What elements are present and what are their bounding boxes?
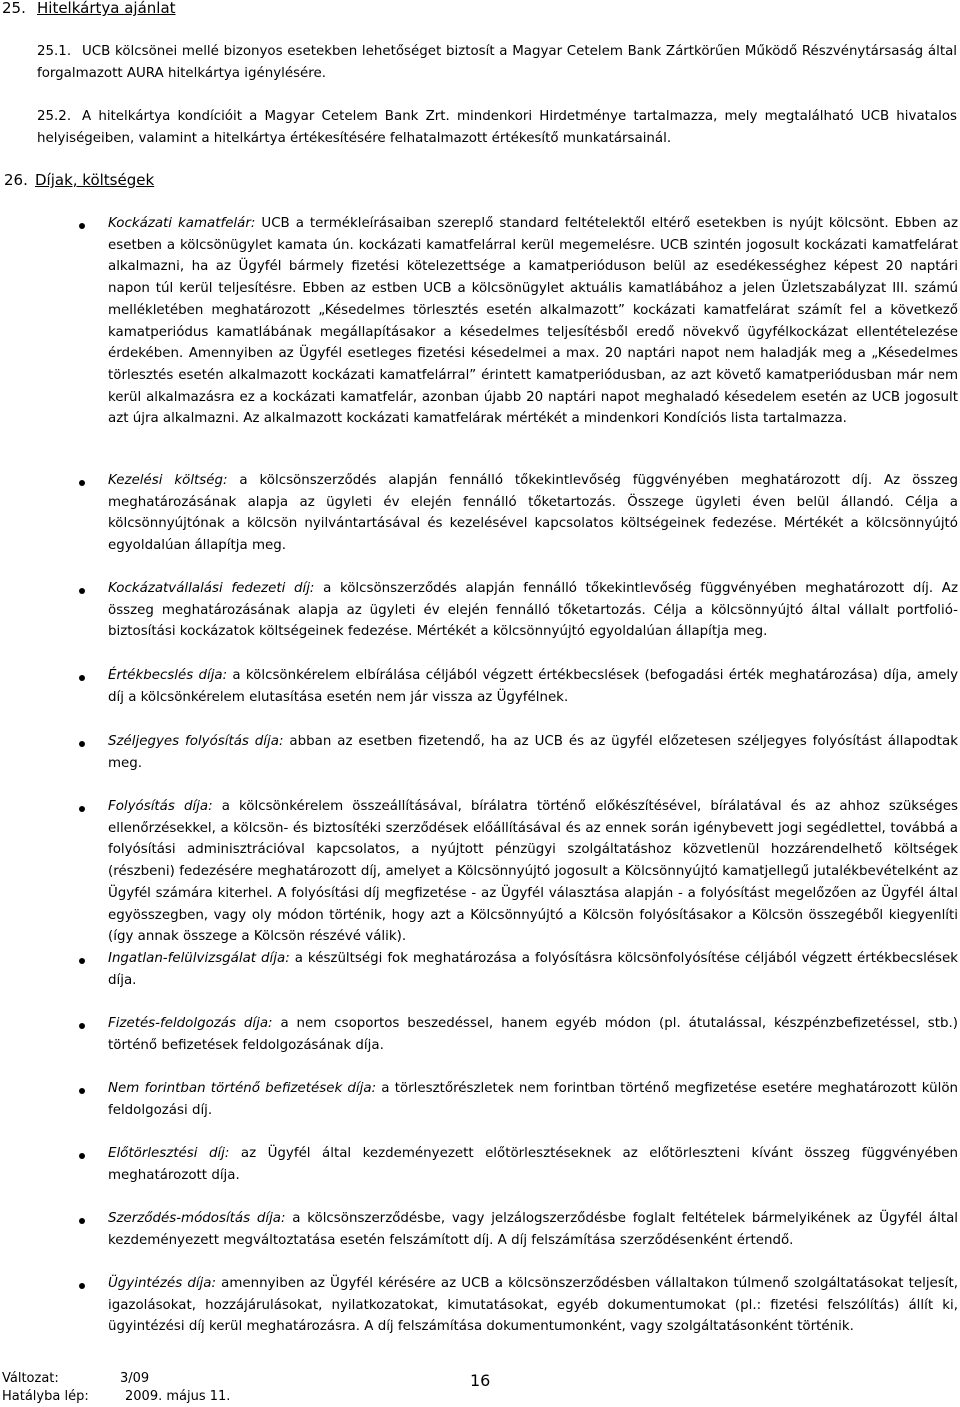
bullet-icon <box>79 1218 85 1224</box>
fee-term: Kockázatvállalási fedezeti díj: <box>108 581 315 596</box>
bullet-icon <box>79 588 85 594</box>
bullet-icon <box>79 741 85 747</box>
fee-term: Előtörlesztési díj: <box>108 1146 230 1161</box>
section-number: 25. <box>2 0 26 17</box>
bullet-icon <box>79 1153 85 1159</box>
list-item <box>108 796 958 948</box>
bullet-icon <box>79 1088 85 1094</box>
list-item <box>108 470 958 557</box>
list-item <box>108 1208 958 1251</box>
section-title: Hitelkártya ajánlat <box>37 0 176 17</box>
list-item <box>108 1143 958 1186</box>
fee-description: a kölcsönszerződés alapján fennálló tőkekintlevőség függvényében meghatározott díj. Az összeg meghatározásának alapja az ügyleti év elején fennálló tőketartozás. Célja a kölcsönnyújtó által vállalt portfolió-biztosítási kockázatok költségeinek fedezése. Mértékét a kölcsönnyújtó egyoldalúan állapítja meg. <box>108 581 958 640</box>
fee-description: a törlesztőrészletek nem forintban történő megfizetése esetére meghatározott külön feldolgozási díj. <box>108 1081 958 1118</box>
footer-effective-date <box>2 1388 230 1405</box>
fee-term: Nem forintban történő befizetések díja: <box>108 1081 377 1096</box>
bullet-icon <box>79 958 85 964</box>
fee-description: abban az esetben fizetendő, ha az UCB és az ügyfél előzetesen széljegyes folyósítást állapodtak meg. <box>108 734 958 771</box>
fee-term: Kezelési költség: <box>108 473 228 488</box>
fee-term: Ingatlan-felülvizsgálat díja: <box>108 951 290 966</box>
bullet-icon <box>79 675 85 681</box>
fee-term: Fizetés-feldolgozás díja: <box>108 1016 273 1031</box>
bullet-icon <box>79 806 85 812</box>
fee-term: Szerződés-módosítás díja: <box>108 1211 286 1226</box>
list-item <box>108 948 958 991</box>
fee-description: amennyiben az Ügyfél kérésére az UCB a kölcsönszerződésben vállaltakon túlmenő szolgáltatásokat teljesít, igazolásokat, hozzájárulásokat, nyilatkozatokat, kimutatásokat, egyéb dokumentumokat (pl.: fizetési felszólítás) állít ki, ügyintézési díj kerül meghatározásra. A díj felszámítása dokumentumonként, vagy szolgáltatásonként történik. <box>108 1276 958 1335</box>
fee-description: UCB a termékleírásaiban szereplő standard feltételektől eltérő esetekben is nyújt kölcsönt. Ebben az esetben a kölcsönügylet kamata ún. kockázati kamatfelárral kerül megemelésre. UCB szintén jogosult kockázati kamatfelárat alkalmazni, ha az Ügyfél bármely fizetési kötelezettsége a kamatperióduson belül az esedékességhez képest 20 naptári napon túl kerül teljesítésre. Ebben az estben UCB a kölcsönügylet aktuális kamatlábához a jelen Üzletszabályzat III. számú mellékletében meghatározott „Késedelmes törlesztés esetén alkalmazott” kockázati kamatfelárat számít fel a következő kamatperiódus kamatlábának megállapításakor a késedelmes teljesítésből eredő növekvő ügyfélkockázat ellentételezése érdekében. Amennyiben az Ügyfél esetleges fizetési késedelmei a max. 20 naptári napot nem haladják meg a „Késedelmes törlesztés esetén alkalmazott kockázati kamatfelárral” érintett kamatperiódusban, az azt követő kamatperiódusban már nem kerül alkalmazásra ez a kockázati kamatfelár, azonban újabb 20 naptári napot meghaladó késedelem esetén az UCB jogosult azt újra alkalmazni. Az alkalmazott kockázati kamatfelárak mértékét a mindenkori Kondíciós lista tartalmazza. <box>108 216 959 427</box>
list-item <box>108 1013 958 1056</box>
version-value: 3/09 <box>120 1371 150 1386</box>
fee-term: Ügyintézés díja: <box>108 1276 216 1291</box>
section-title: Díjak, költségek <box>35 171 155 189</box>
paragraph-text: UCB kölcsönei mellé bizonyos esetekben lehetőséget biztosít a Magyar Cetelem Bank Zártkörűen Működő Részvénytársaság által forgalmazott AURA hitelkártya igénylésére. <box>37 44 957 81</box>
list-item <box>108 213 958 430</box>
fee-term: Értékbecslés díja: <box>108 668 228 683</box>
bullet-icon <box>79 1023 85 1029</box>
fee-description: a készültségi fok meghatározása a folyósításra kölcsönfolyósítése céljából végzett értékbecslések díja. <box>108 951 958 988</box>
fee-description: a kölcsönszerződés alapján fennálló tőkekintlevőség függvényében meghatározott díj. Az összeg meghatározásának alapja az ügyleti év elején fennálló tőketartozás. Összege ügyleti éven belül állandó. Célja a kölcsönnyújtónak a kölcsön nyilvántartásával és kezelésével kapcsolatos költségeinek fedezése. Mértékét a kölcsönnyújtó egyoldalúan állapítja meg. <box>108 473 958 554</box>
section-number: 26. <box>4 171 28 189</box>
effective-value: 2009. május 11. <box>125 1389 231 1404</box>
fee-description: a kölcsönkérelem összeállításával, bírálatra történő előkészítésével, bírálatával és az ahhoz szükséges ellenőrzésekkel, a kölcsön- és biztosítéki szerződések előállításával és az ennek során igénybevett jogi segédlettel, továbbá a folyósítási adminisztrációval kapcsolatos, a nyújtott pénzügyi szolgáltatáshoz közvetlenül hozzárendelhető költségek (részbeni) fedezésére meghatározott díj, amelyet a Kölcsönnyújtó jogosult a Kölcsönnyújtó kamatjellegű jutalékbevételként az Ügyfél számára kiterhel. A folyósítási díj megfizetése - az Ügyfél választása alapján - a folyósítást megelőzően az Ügyfél által egyösszegben, vagy oly módon történik, hogy azt a Kölcsönnyújtó a Kölcsön folyósításakor a Kölcsön összegéből kiegyenlíti (így annak összege a Kölcsön részévé válik). <box>108 799 958 945</box>
fee-term: Folyósítás díja: <box>108 799 213 814</box>
list-item <box>108 1078 958 1121</box>
list-item <box>108 578 958 643</box>
fee-term: Kockázati kamatfelár: <box>108 216 256 231</box>
fee-description: a kölcsönszerződésbe, vagy jelzálogszerződésbe foglalt feltételek bármelyikének az Ügyfél által kezdeményezett megváltoztatása esetén felszámított díj. A díj felszámítása szerződésenként értendő. <box>108 1211 958 1248</box>
paragraph-number: 25.2. <box>37 109 72 124</box>
fee-description: az Ügyfél által kezdeményezett előtörlesztéseknek az előtörleszteni kívánt összeg függvényében meghatározott díja. <box>108 1146 958 1183</box>
fee-description: a kölcsönkérelem elbírálása céljából végzett értékbecslések (befogadási érték meghatározása) díja, amely díj a kölcsönkérelem elutasítása esetén nem jár vissza az Ügyfélnek. <box>108 668 959 705</box>
fee-description: a nem csoportos beszedéssel, hanem egyéb módon (pl. átutalással, készpénzbefizetéssel, stb.) történő befizetések feldolgozásának díja. <box>108 1016 959 1053</box>
page-number: 16 <box>470 1371 491 1390</box>
list-item <box>108 665 958 708</box>
fee-term: Széljegyes folyósítás díja: <box>108 734 284 749</box>
paragraph-text: A hitelkártya kondícióit a Magyar Cetelem Bank Zrt. mindenkori Hirdetménye tartalmazza, mely megtalálható UCB hivatalos helyiségeiben, valamint a hitelkártya értékesítésére felhatalmazott értékesítő munkatársainál. <box>37 109 957 146</box>
bullet-icon <box>79 1283 85 1289</box>
effective-label: Hatályba lép: <box>2 1389 89 1404</box>
list-item <box>108 1273 958 1338</box>
version-label: Változat: <box>2 1371 59 1386</box>
list-item <box>108 731 958 774</box>
footer-version <box>2 1370 149 1387</box>
bullet-icon <box>79 480 85 486</box>
bullet-icon <box>79 223 85 229</box>
paragraph-number: 25.1. <box>37 44 72 59</box>
